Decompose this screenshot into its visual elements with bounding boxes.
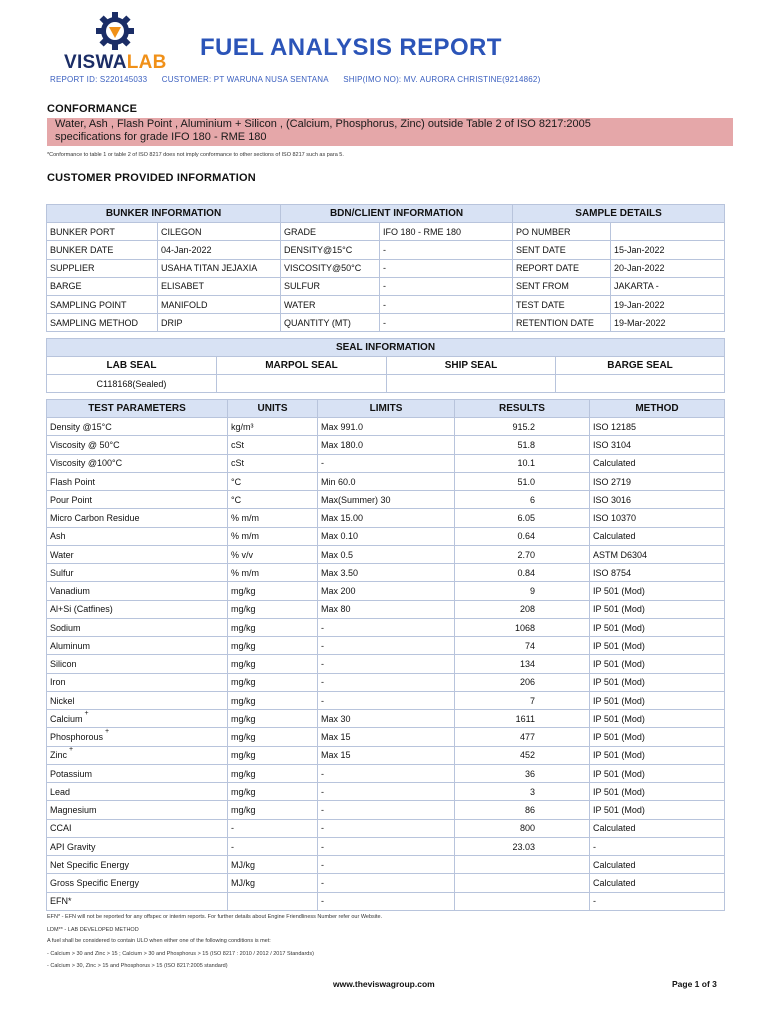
test-result: 208 (455, 600, 590, 618)
ship-name: SHIP(IMO NO): MV. AURORA CHRISTINE(9214862) (343, 75, 541, 84)
table-row (47, 819, 725, 837)
test-method: ASTM D6304 (590, 545, 725, 563)
table-row (47, 837, 725, 855)
test-limit: - (318, 691, 455, 709)
page-number: Page 1 of 3 (672, 979, 717, 989)
test-parameter (47, 728, 228, 746)
ulo-marker: + (84, 709, 89, 717)
test-unit: % v/v (228, 545, 318, 563)
parameter-name: Calcium (50, 713, 83, 724)
test-result: 477 (455, 728, 590, 746)
client-label: VISCOSITY@50°C (281, 259, 380, 277)
test-method: ISO 3016 (590, 491, 725, 509)
table-row (47, 295, 725, 313)
lab-seal-value: C118168(Sealed) (47, 375, 217, 393)
report-id-line (50, 75, 552, 84)
test-limit: - (318, 783, 455, 801)
footnote-ulo-1: - Calcium > 30 and Zinc > 15 ; Calcium > 30 and Phosphorus > 15 (ISO 8217 : 2010 / 2012 / 2017 Standards) (47, 951, 314, 957)
test-limit: Max 0.5 (318, 545, 455, 563)
ulo-marker: + (105, 728, 110, 736)
bunker-value: CILEGON (158, 223, 281, 241)
test-unit: mg/kg (228, 618, 318, 636)
conformance-line-1: Water, Ash , Flash Point , Aluminium + Silicon , (Calcium, Phosphorus, Zinc) outside Table 2 of ISO 8217:2005 (55, 118, 591, 130)
header-marpol-seal: MARPOL SEAL (217, 357, 387, 375)
test-result (455, 892, 590, 910)
test-unit: mg/kg (228, 746, 318, 764)
ulo-marker: + (69, 746, 74, 754)
header-test-parameters: TEST PARAMETERS (47, 400, 228, 418)
table-row (47, 418, 725, 436)
table-row (47, 454, 725, 472)
sample-value: 15-Jan-2022 (611, 241, 725, 259)
test-parameter: Pour Point (47, 491, 228, 509)
bunker-value: ELISABET (158, 277, 281, 295)
client-value: - (380, 277, 513, 295)
table-row (47, 746, 725, 764)
table-row (47, 375, 725, 393)
report-title: FUEL ANALYSIS REPORT (200, 34, 502, 61)
test-limit: - (318, 655, 455, 673)
test-method: Calculated (590, 819, 725, 837)
table-header-row (47, 205, 725, 223)
test-limit: - (318, 764, 455, 782)
test-method: IP 501 (Mod) (590, 746, 725, 764)
test-method: IP 501 (Mod) (590, 637, 725, 655)
test-result: 452 (455, 746, 590, 764)
test-method: Calculated (590, 454, 725, 472)
sample-label: REPORT DATE (513, 259, 611, 277)
sample-value: 19-Mar-2022 (611, 314, 725, 332)
bunker-value: DRIP (158, 314, 281, 332)
test-limit: Max 991.0 (318, 418, 455, 436)
header-bdn-client-info: BDN/CLIENT INFORMATION (281, 205, 513, 223)
test-result: 0.64 (455, 527, 590, 545)
test-limit: Max 0.10 (318, 527, 455, 545)
table-row (47, 509, 725, 527)
test-method: ISO 3104 (590, 436, 725, 454)
test-unit: MJ/kg (228, 856, 318, 874)
header-ship-seal: SHIP SEAL (387, 357, 556, 375)
test-parameter: Viscosity @ 50°C (47, 436, 228, 454)
table-row (47, 277, 725, 295)
test-parameter: Density @15°C (47, 418, 228, 436)
test-limit: Max 15 (318, 728, 455, 746)
table-row (47, 600, 725, 618)
test-result: 134 (455, 655, 590, 673)
bunker-label: SAMPLING POINT (47, 295, 158, 313)
test-parameter: API Gravity (47, 837, 228, 855)
client-value: - (380, 314, 513, 332)
test-method: Calculated (590, 856, 725, 874)
ship-seal-value (387, 375, 556, 393)
test-result: 36 (455, 764, 590, 782)
test-result: 1068 (455, 618, 590, 636)
test-parameter: Sulfur (47, 564, 228, 582)
test-limit: Max(Summer) 30 (318, 491, 455, 509)
table-row (47, 259, 725, 277)
test-result: 9 (455, 582, 590, 600)
test-result: 0.84 (455, 564, 590, 582)
test-result: 2.70 (455, 545, 590, 563)
test-result: 7 (455, 691, 590, 709)
bunker-label: SUPPLIER (47, 259, 158, 277)
test-unit: mg/kg (228, 600, 318, 618)
footnote-ldm: LDM** - LAB DEVELOPED METHOD (47, 927, 139, 933)
bunker-label: BUNKER PORT (47, 223, 158, 241)
test-results-table (46, 399, 725, 911)
test-method: IP 501 (Mod) (590, 691, 725, 709)
table-header-row (47, 357, 725, 375)
test-unit: °C (228, 472, 318, 490)
test-method: IP 501 (Mod) (590, 600, 725, 618)
barge-seal-value (556, 375, 725, 393)
company-logo (62, 12, 172, 74)
conformance-note: *Conformance to table 1 or table 2 of ISO 8217 does not imply conformance to other sections of ISO 8217 such as para 5. (47, 152, 344, 158)
conformance-box (47, 118, 733, 146)
test-method: IP 501 (Mod) (590, 764, 725, 782)
report-id: REPORT ID: S220145033 (50, 75, 148, 84)
test-unit: mg/kg (228, 728, 318, 746)
test-method: - (590, 892, 725, 910)
test-method: ISO 8754 (590, 564, 725, 582)
test-parameter: Vanadium (47, 582, 228, 600)
test-limit: - (318, 856, 455, 874)
gear-logo-icon (92, 12, 138, 54)
table-row (47, 783, 725, 801)
table-row (47, 673, 725, 691)
test-parameter: Flash Point (47, 472, 228, 490)
sample-label: SENT DATE (513, 241, 611, 259)
test-method: ISO 10370 (590, 509, 725, 527)
test-limit: - (318, 801, 455, 819)
test-limit: - (318, 618, 455, 636)
test-parameter: Ash (47, 527, 228, 545)
header-lab-seal: LAB SEAL (47, 357, 217, 375)
test-parameter: Aluminum (47, 637, 228, 655)
test-method: IP 501 (Mod) (590, 582, 725, 600)
customer-info-heading: CUSTOMER PROVIDED INFORMATION (47, 172, 256, 184)
test-result: 51.8 (455, 436, 590, 454)
test-result: 51.0 (455, 472, 590, 490)
test-parameter: Water (47, 545, 228, 563)
page-footer (0, 979, 768, 993)
test-method: IP 501 (Mod) (590, 728, 725, 746)
table-row (47, 710, 725, 728)
table-row (47, 545, 725, 563)
test-limit: - (318, 637, 455, 655)
test-parameter: Net Specific Energy (47, 856, 228, 874)
test-parameter: Iron (47, 673, 228, 691)
test-parameter (47, 710, 228, 728)
test-limit: Max 180.0 (318, 436, 455, 454)
table-row (47, 223, 725, 241)
sample-value: 19-Jan-2022 (611, 295, 725, 313)
test-unit: mg/kg (228, 691, 318, 709)
test-unit: mg/kg (228, 783, 318, 801)
test-unit: % m/m (228, 527, 318, 545)
sample-label: RETENTION DATE (513, 314, 611, 332)
test-method: IP 501 (Mod) (590, 655, 725, 673)
header-sample-details: SAMPLE DETAILS (513, 205, 725, 223)
test-method: IP 501 (Mod) (590, 673, 725, 691)
sample-label: SENT FROM (513, 277, 611, 295)
table-header-row (47, 339, 725, 357)
test-parameter: Micro Carbon Residue (47, 509, 228, 527)
test-method: IP 501 (Mod) (590, 618, 725, 636)
header-results: RESULTS (455, 400, 590, 418)
test-result: 1611 (455, 710, 590, 728)
header-bunker-info: BUNKER INFORMATION (47, 205, 281, 223)
sample-value (611, 223, 725, 241)
client-label: SULFUR (281, 277, 380, 295)
test-parameter: Silicon (47, 655, 228, 673)
test-limit: Max 3.50 (318, 564, 455, 582)
test-unit: mg/kg (228, 710, 318, 728)
test-method: Calculated (590, 527, 725, 545)
conformance-line-2: specifications for grade IFO 180 - RME 180 (55, 131, 267, 143)
test-result: 6.05 (455, 509, 590, 527)
client-label: WATER (281, 295, 380, 313)
table-row (47, 655, 725, 673)
customer-name: CUSTOMER: PT WARUNA NUSA SENTANA (161, 75, 329, 84)
test-limit: - (318, 892, 455, 910)
test-method: IP 501 (Mod) (590, 710, 725, 728)
sample-label: TEST DATE (513, 295, 611, 313)
footnote-ulo-2: - Calcium > 30, Zinc > 15 and Phosphorus > 15 (ISO 8217:2005 standard) (47, 963, 228, 969)
test-parameter: Sodium (47, 618, 228, 636)
seal-info-heading: SEAL INFORMATION (47, 339, 725, 357)
test-method: ISO 12185 (590, 418, 725, 436)
test-result: 23.03 (455, 837, 590, 855)
client-label: QUANTITY (MT) (281, 314, 380, 332)
test-unit: cSt (228, 454, 318, 472)
footnote-efn: EFN* - EFN will not be reported for any offspec or interim reports. For further details about Engine Friendliness Number refer our Website. (47, 914, 383, 920)
test-limit: - (318, 673, 455, 691)
test-parameter: Gross Specific Energy (47, 874, 228, 892)
client-value: - (380, 295, 513, 313)
table-row (47, 527, 725, 545)
seal-info-table (46, 338, 725, 393)
footnote-ulo-intro: A fuel shall be considered to contain ULO when either one of the following conditions is met: (47, 938, 271, 944)
test-limit: Max 30 (318, 710, 455, 728)
test-unit: °C (228, 491, 318, 509)
bunker-value: MANIFOLD (158, 295, 281, 313)
test-unit: % m/m (228, 564, 318, 582)
test-unit: mg/kg (228, 582, 318, 600)
table-row (47, 436, 725, 454)
test-result: 3 (455, 783, 590, 801)
test-method: IP 501 (Mod) (590, 801, 725, 819)
test-unit: kg/m³ (228, 418, 318, 436)
table-row (47, 637, 725, 655)
test-unit: mg/kg (228, 637, 318, 655)
test-unit: % m/m (228, 509, 318, 527)
test-result: 86 (455, 801, 590, 819)
test-result: 206 (455, 673, 590, 691)
test-unit: cSt (228, 436, 318, 454)
client-value: - (380, 241, 513, 259)
client-value: IFO 180 - RME 180 (380, 223, 513, 241)
header-barge-seal: BARGE SEAL (556, 357, 725, 375)
test-parameter: EFN* (47, 892, 228, 910)
table-row (47, 472, 725, 490)
test-limit: Max 200 (318, 582, 455, 600)
test-result: 6 (455, 491, 590, 509)
test-unit: mg/kg (228, 764, 318, 782)
header-method: METHOD (590, 400, 725, 418)
test-result (455, 874, 590, 892)
test-limit: - (318, 874, 455, 892)
bunker-label: SAMPLING METHOD (47, 314, 158, 332)
test-parameter: CCAI (47, 819, 228, 837)
test-parameter: Al+Si (Catfines) (47, 600, 228, 618)
test-limit: - (318, 454, 455, 472)
test-parameter: Lead (47, 783, 228, 801)
client-value: - (380, 259, 513, 277)
table-row (47, 618, 725, 636)
table-row (47, 491, 725, 509)
test-limit: Max 15.00 (318, 509, 455, 527)
bunker-value: USAHA TITAN JEJAXIA (158, 259, 281, 277)
table-row (47, 856, 725, 874)
client-label: DENSITY@15°C (281, 241, 380, 259)
logo-wordmark: VISWALAB (64, 52, 167, 73)
test-parameter: Magnesium (47, 801, 228, 819)
table-row (47, 728, 725, 746)
test-unit: mg/kg (228, 801, 318, 819)
bunker-label: BARGE (47, 277, 158, 295)
marpol-seal-value (217, 375, 387, 393)
test-method: ISO 2719 (590, 472, 725, 490)
header-units: UNITS (228, 400, 318, 418)
sample-label: PO NUMBER (513, 223, 611, 241)
test-method: - (590, 837, 725, 855)
test-result: 74 (455, 637, 590, 655)
table-row (47, 582, 725, 600)
test-limit: - (318, 837, 455, 855)
test-unit (228, 892, 318, 910)
test-unit: MJ/kg (228, 874, 318, 892)
conformance-heading: CONFORMANCE (47, 103, 138, 115)
table-row (47, 314, 725, 332)
parameter-name: Zinc (50, 750, 68, 761)
client-label: GRADE (281, 223, 380, 241)
test-unit: - (228, 837, 318, 855)
table-row (47, 801, 725, 819)
sample-value: 20-Jan-2022 (611, 259, 725, 277)
test-parameter (47, 746, 228, 764)
parameter-name: Phosphorous (50, 732, 104, 743)
test-limit: Max 80 (318, 600, 455, 618)
test-method: IP 501 (Mod) (590, 783, 725, 801)
test-result: 915.2 (455, 418, 590, 436)
bunker-info-table (46, 204, 725, 332)
table-header-row (47, 400, 725, 418)
test-limit: Max 15 (318, 746, 455, 764)
test-unit: mg/kg (228, 655, 318, 673)
header-limits: LIMITS (318, 400, 455, 418)
table-row (47, 691, 725, 709)
table-row (47, 874, 725, 892)
table-row (47, 764, 725, 782)
test-result (455, 856, 590, 874)
bunker-value: 04-Jan-2022 (158, 241, 281, 259)
test-unit: - (228, 819, 318, 837)
test-method: Calculated (590, 874, 725, 892)
website-link[interactable]: www.theviswagroup.com (333, 979, 435, 989)
test-limit: - (318, 819, 455, 837)
test-parameter: Nickel (47, 691, 228, 709)
test-limit: Min 60.0 (318, 472, 455, 490)
table-row (47, 241, 725, 259)
test-unit: mg/kg (228, 673, 318, 691)
test-result: 10.1 (455, 454, 590, 472)
table-row (47, 564, 725, 582)
test-parameter: Viscosity @100°C (47, 454, 228, 472)
test-result: 800 (455, 819, 590, 837)
bunker-label: BUNKER DATE (47, 241, 158, 259)
test-parameter: Potassium (47, 764, 228, 782)
sample-value: JAKARTA - (611, 277, 725, 295)
table-row (47, 892, 725, 910)
